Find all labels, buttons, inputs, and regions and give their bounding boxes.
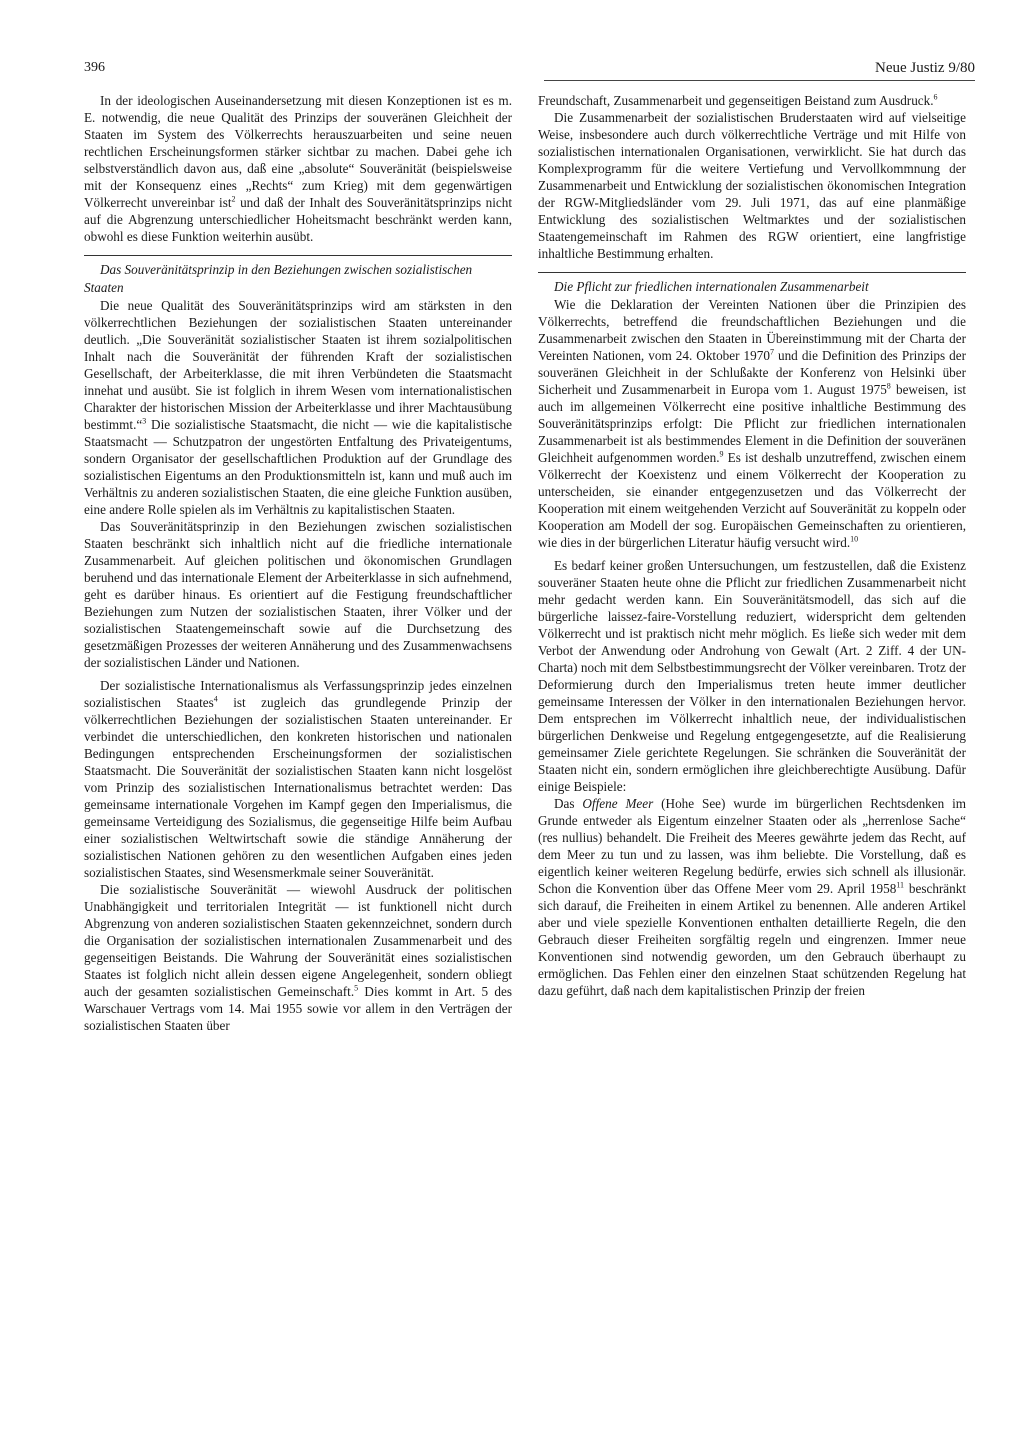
footnote-ref[interactable]: 11 bbox=[896, 880, 905, 890]
footnote-ref[interactable]: 7 bbox=[769, 347, 774, 357]
header-rule bbox=[544, 80, 975, 81]
section-rule bbox=[538, 272, 966, 273]
footnote-ref[interactable]: 2 bbox=[231, 194, 236, 204]
paragraph: In der ideologischen Auseinandersetzung mit diesen Konzeptionen ist es m. E. notwendig, die neue Qualität des Prinzips der souveränen Gleichheit der Staaten im System des Völkerrechts herauszuarbeiten und seine neuen rechtlichen Erscheinungsformen stärker sichtbar zu machen. Dabei gehe ich selbstverständlich davon aus, daß eine „absolute“ Souveränität (beispielsweise mit der Konsequenz eines „Rechts“ zum Krieg) mit dem gegenwärtigen Völkerrecht unvereinbar ist$^2$ und daß der Inhalt des Souveränitätsprinzips nicht auf die Abgrenzung unterschiedlicher Hoheitsmacht beschränkt werden kann, obwohl es diese Funktion weiterhin ausübt. bbox=[84, 93, 512, 244]
footnote-ref[interactable]: 6 bbox=[933, 92, 938, 102]
section-heading: Die Pflicht zur friedlichen internationalen Zusammenarbeit bbox=[554, 279, 869, 294]
journal-issue: Neue Justiz 9/80 bbox=[875, 60, 975, 76]
footnote-ref[interactable]: 3 bbox=[142, 416, 147, 426]
paragraph: Die sozialistische Souveränität — wiewohl Ausdruck der politischen Unabhängigkeit und territorialen Integrität — ist funktionell nicht durch Abgrenzung von anderen sozialistischen Staaten gekennzeichnet, sondern durch die Organisation der sozialistischen internationalen Zusammenarbeit und des gegenseitigen Beistands. Die Wahrung der Souveränität eines sozialistischen Staates ist folglich nicht allein dessen eigene Angelegenheit, sondern obliegt auch der gesamten sozialistischen Gemeinschaft.$^5$ Dies kommt in Art. 5 des Warschauer Vertrags vom 14. Mai 1955 sowie vor allem in den Verträgen der sozialistischen Staaten über bbox=[84, 882, 512, 1033]
paragraph: Das Souveränitätsprinzip in den Beziehungen zwischen sozialistischen Staaten beschränkt sich inhaltlich nicht auf die friedliche internationale Zusammenarbeit. Auf gleichen politischen und ökonomischen Grundlagen beruhend und das internationale Element der Arbeiterklasse in sich aufnehmend, geht es darüber hinaus. Es orientiert auf die Festigung freundschaftlicher Beziehungen zum Nutzen der sozialistischen Staaten, ihrer Völker und der sozialistischen Staatengemeinschaft sowie auf die Durchsetzung des gesetzmäßigen Prozesses der weiteren Annäherung und des Zusammenwachsens der sozialistischen Länder und Nationen. bbox=[84, 519, 512, 670]
paragraph: Wie die Deklaration der Vereinten Nationen über die Prinzipien des Völkerrechts, betreffend die freundschaftlichen Beziehungen und die Zusammenarbeit zwischen den Staaten in Übereinstimmung mit der Charta der Vereinten Nationen, vom 24. Oktober 1970$^7$ und die Definition des Prinzips der souveränen Gleichheit in der Schlußakte der Konferenz von Helsinki über Sicherheit und Zusammenarbeit in Europa vom 1. August 1975$^8$ beweisen, ist auch im allgemeinen Völkerrecht eine positive inhaltliche Bestimmung des Souveränitätsprinzips erfolgt: Die Pflicht zur friedlichen internationalen Zusammenarbeit ist als bestimmendes Element in die Definition der souveränen Gleichheit aufgenommen worden.$^9$ Es ist deshalb unzutreffend, zwischen einem Völkerrecht der Koexistenz und einem Völkerrecht der Kooperation zu unterscheiden, sie einander entgegenzusetzen und das Völkerrecht der Kooperation mit einem weitgehenden Verzicht auf Souveränität zu koppeln oder Kooperation am Modell der sog. Europäischen Gemeinschaften zu orientieren, wie dies in der bürgerlichen Literatur häufig versucht wird.$^{10}$ bbox=[538, 297, 966, 550]
page-number: 396 bbox=[84, 60, 105, 75]
paragraph: Der sozialistische Internationalismus als Verfassungsprinzip jedes einzelnen sozialistischen Staates$^4$ ist zugleich das grundlegende Prinzip der völkerrechtlichen Beziehungen der sozialistischen Staaten untereinander. Er verbindet die unterschiedlichen, den konkreten historischen und nationalen Bedingungen entsprechenden Erscheinungsformen der sozialistischen Staatsmacht. Die Souveränität der sozialistischen Staaten kann nicht losgelöst vom Prinzip des sozialistischen Internationalismus betrachtet werden: Das gemeinsame internationale Vorgehen im Kampf gegen den Imperialismus, die gemeinsame Verteidigung des Sozialismus, die gegenseitige Hilfe beim Aufbau einer sozialistischen Weltwirtschaft sowie die ständige Annäherung der sozialistischen Nationen gehören zu den wesentlichen Aufgaben eines jeden sozialistischen Staates, sind Wesensmerkmale seiner Souveränität. bbox=[84, 678, 513, 880]
left-column bbox=[84, 92, 512, 1034]
paragraph: Es bedarf keiner großen Untersuchungen, um festzustellen, daß die Existenz souveräner Staaten heute ohne die Pflicht zur friedlichen Zusammenarbeit nicht mehr gedacht werden kann. Ein Souveränitätsmodell, das sich auf die bürgerliche laissez-faire-Vorstellung reduziert, widerspricht dem geltenden Völkerrecht und ist praktisch nicht mehr möglich. Es ließe sich weder mit dem Verbot der Anwendung oder Androhung von Gewalt (Art. 2 Ziff. 4 der UN-Charta) noch mit dem Selbstbestimmungsrecht der Völker vereinbaren. Trotz der Deformierung durch den Imperialismus treten heute immer deutlicher gemeinsame Interessen der Völker in den internationalen Beziehungen hervor. Dem entsprechen im Völkerrecht inhaltlich neue, der individualistischen bürgerlichen Denkweise und Regelung entgegengesetzte, auf die Realisierung gemeinsamer Ziele gerichtete Regelungen. Sie schränken die Souveränität der Staaten nicht ein, sondern ermöglichen ihre gleichberechtigte Ausübung. Dafür einige Beispiele: bbox=[538, 558, 966, 794]
right-column bbox=[538, 92, 966, 999]
emphasis: Offene Meer bbox=[582, 796, 654, 811]
section-rule bbox=[84, 255, 512, 256]
section-heading: Das Souveränitätsprinzip in den Beziehungen zwischen sozialistischen Staaten bbox=[84, 262, 473, 295]
footnote-ref[interactable]: 5 bbox=[354, 983, 359, 993]
footnote-ref[interactable]: 9 bbox=[719, 449, 724, 459]
paragraph: Das Offene Meer (Hohe See) wurde im bürgerlichen Rechtsdenken im Grunde entweder als Eigentum einzelner Staaten oder als „herrenlose Sache“ (res nullius) behandelt. Die Freiheit des Meeres gewährte jedem das Recht, auf dem Meer zu tun und zu lassen, was ihm beliebte. Die Vorstellung, daß es eigentlich keiner weiteren Regelung bedürfe, erwies sich schnell als illusionär. Schon die Konvention über das Offene Meer vom 29. April 1958$^{11}$ beschränkt sich darauf, die Freiheiten in einem Artikel zu benennen. Alle anderen Artikel aber und viele spezielle Konventionen enthalten detaillierte Regeln, die den Gebrauch dieser Freiheiten sorgfältig regeln und eingrenzen. Immer neue Konventionen sind notwendig geworden, um den Gebrauch überhaupt zu ermöglichen. Das Fehlen einer den einzelnen Staat schützenden Regelung hat dazu geführt, daß nach dem kapitalistischen Prinzip der freien bbox=[538, 796, 967, 998]
footnote-ref[interactable]: 10 bbox=[850, 534, 859, 544]
footnote-ref[interactable]: 4 bbox=[213, 694, 218, 704]
paragraph: Die Zusammenarbeit der sozialistischen Bruderstaaten wird auf vielseitige Weise, insbesondere auch durch völkerrechtliche Verträge und mit Hilfe von sozialistischen internationalen Organisationen, verwirklicht. Sie hat durch das Komplexprogramm für die weitere Vertiefung und Vervollkommnung der Zusammenarbeit und Entwicklung der sozialistischen ökonomischen Integration der RGW-Mitgliedsländer vom 29. Juli 1971, das auf eine planmäßige Entwicklung des sozialistischen Weltmarktes und der sozialistischen Staatengemeinschaft im Rahmen des RGW orientiert, eine langfristige inhaltliche Bestimmung erhalten. bbox=[538, 110, 966, 261]
footnote-ref[interactable]: 8 bbox=[886, 381, 891, 391]
running-header bbox=[84, 60, 975, 82]
paragraph: Die neue Qualität des Souveränitätsprinzips wird am stärksten in den völkerrechtlichen Beziehungen der sozialistischen Staaten untereinander deutlich. „Die Souveränität sozialistischer Staaten ist ihrem sozialpolitischen Inhalt nach die Souveränität der führenden Kraft der sozialistischen Gesellschaft, der Arbeiterklasse, die mit ihren Verbündeten die Staatsmacht innehat und ausübt. Sie ist folglich in ihrem Wesen vom internationalistischen Charakter der historischen Mission der Arbeiterklasse und ihrer Machtausübung bestimmt.“$^3$ Die sozialistische Staatsmacht, die nicht — wie die kapitalistische Staatsmacht — Schutzpatron der ungestörten Entfaltung des Privateigentums, sondern Organisator der gesellschaftlichen Produktion auf der Grundlage des sozialistischen Eigentums an den Produktionsmitteln ist, kann und muß auch im Verhältnis zu anderen sozialistischen Staaten, die eine gleiche Funktion ausüben, eine andere Rolle spielen als im Verhältnis zu kapitalistischen Staaten. bbox=[84, 298, 512, 517]
paragraph: Freundschaft, Zusammenarbeit und gegenseitigen Beistand zum Ausdruck.$^6$ bbox=[538, 92, 938, 108]
